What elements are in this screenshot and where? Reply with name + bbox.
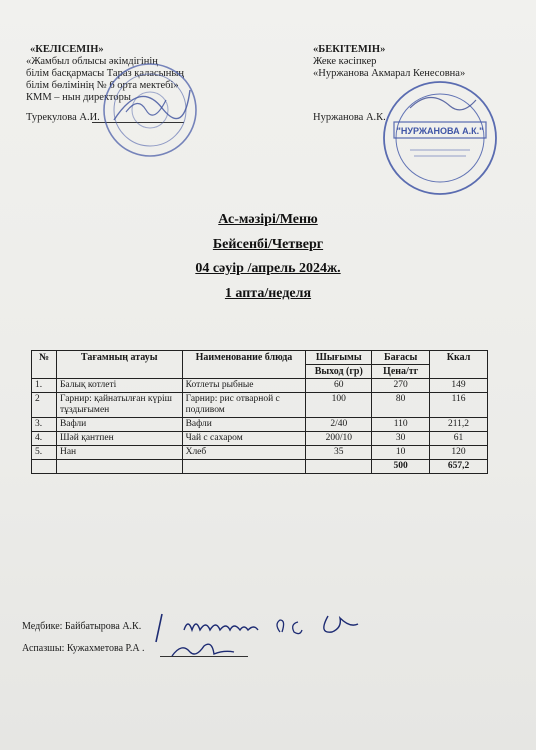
approval-line: Жеке кәсіпкер: [313, 56, 377, 67]
table-header-row: [32, 351, 488, 365]
row-num: 3.: [32, 418, 57, 432]
row-num: 2: [32, 393, 57, 418]
row-name-ru: Хлеб: [182, 446, 306, 460]
table-row: [32, 379, 488, 393]
cook-signature-line: Аспазшы: Кужахметова Р.А .: [22, 643, 145, 654]
title-week: 1 апта/неделя: [224, 286, 312, 301]
row-kcal: 211,2: [430, 418, 488, 432]
row-price: 10: [372, 446, 430, 460]
total-price: 500: [372, 460, 430, 474]
row-name-ru: Вафли: [182, 418, 306, 432]
row-name-ru: Котлеты рыбные: [182, 379, 306, 393]
approval-block-right: [313, 44, 465, 80]
row-kcal: 120: [430, 446, 488, 460]
row-price: 80: [372, 393, 430, 418]
row-yield: 200/10: [306, 432, 372, 446]
header-price-kz: Бағасы: [372, 351, 430, 365]
row-num: 5.: [32, 446, 57, 460]
table-row: [32, 432, 488, 446]
header-num: №: [32, 351, 57, 379]
header-price-ru: Цена/тг: [372, 365, 430, 379]
stamp-center-text: "НУРЖАНОВА А.К.": [396, 126, 484, 136]
approval-heading-right: «БЕКІТЕМІН»: [313, 44, 386, 55]
approval-line: білім бөлімінің № 6 орта мектебі»: [26, 80, 179, 91]
header-yield-kz: Шығымы: [306, 351, 372, 365]
row-price: 110: [372, 418, 430, 432]
row-name-kz: Гарнир: қайнатылған күріш тұздығымен: [56, 393, 182, 418]
approval-line: «Нуржанова Акмарал Кенесовна»: [313, 68, 466, 79]
menu-table: [31, 350, 488, 474]
header-name-kz: Тағамның атауы: [56, 351, 182, 379]
row-yield: 60: [306, 379, 372, 393]
signer-left: Турекулова А.И.: [26, 112, 100, 123]
row-name-kz: Шәй қантпен: [56, 432, 182, 446]
row-name-kz: Вафли: [56, 418, 182, 432]
school-stamp: [100, 60, 200, 160]
row-yield: 35: [306, 446, 372, 460]
row-price: 270: [372, 379, 430, 393]
row-num: 4.: [32, 432, 57, 446]
approval-heading-left: «КЕЛІСЕМІН»: [30, 44, 104, 55]
row-yield: 100: [306, 393, 372, 418]
row-num: 1.: [32, 379, 57, 393]
row-yield: 2/40: [306, 418, 372, 432]
row-name-ru: Чай с сахаром: [182, 432, 306, 446]
row-kcal: 149: [430, 379, 488, 393]
entrepreneur-stamp: [380, 78, 500, 198]
nurse-signature-line: Медбике: Байбатырова А.К.: [22, 621, 142, 632]
handwritten-signature-cook: [168, 636, 258, 666]
row-name-ru: Гарнир: рис отварной с подливом: [182, 393, 306, 418]
approval-line: «Жамбыл облысы әкімдігінің: [26, 56, 158, 67]
row-name-kz: Балық котлеті: [56, 379, 182, 393]
table-total-row: [32, 460, 488, 474]
table-row: [32, 393, 488, 418]
header-kcal: Ккал: [430, 351, 488, 379]
approval-line: КММ – нын директоры: [26, 92, 131, 103]
signer-right: Нуржанова А.К.: [313, 112, 386, 123]
title-day: Бейсенбі/Четверг: [212, 237, 324, 252]
row-price: 30: [372, 432, 430, 446]
total-kcal: 657,2: [430, 460, 488, 474]
table-row: [32, 446, 488, 460]
header-yield-ru: Выход (гр): [306, 365, 372, 379]
title-menu: Ас-мәзірі/Меню: [218, 212, 318, 227]
table-row: [32, 418, 488, 432]
approval-line: білім басқармасы Тараз қаласының: [26, 68, 185, 79]
row-name-kz: Нан: [56, 446, 182, 460]
header-name-ru: Наименование блюда: [182, 351, 306, 379]
title-date: 04 сәуір /апрель 2024ж.: [195, 261, 341, 276]
row-kcal: 116: [430, 393, 488, 418]
row-kcal: 61: [430, 432, 488, 446]
